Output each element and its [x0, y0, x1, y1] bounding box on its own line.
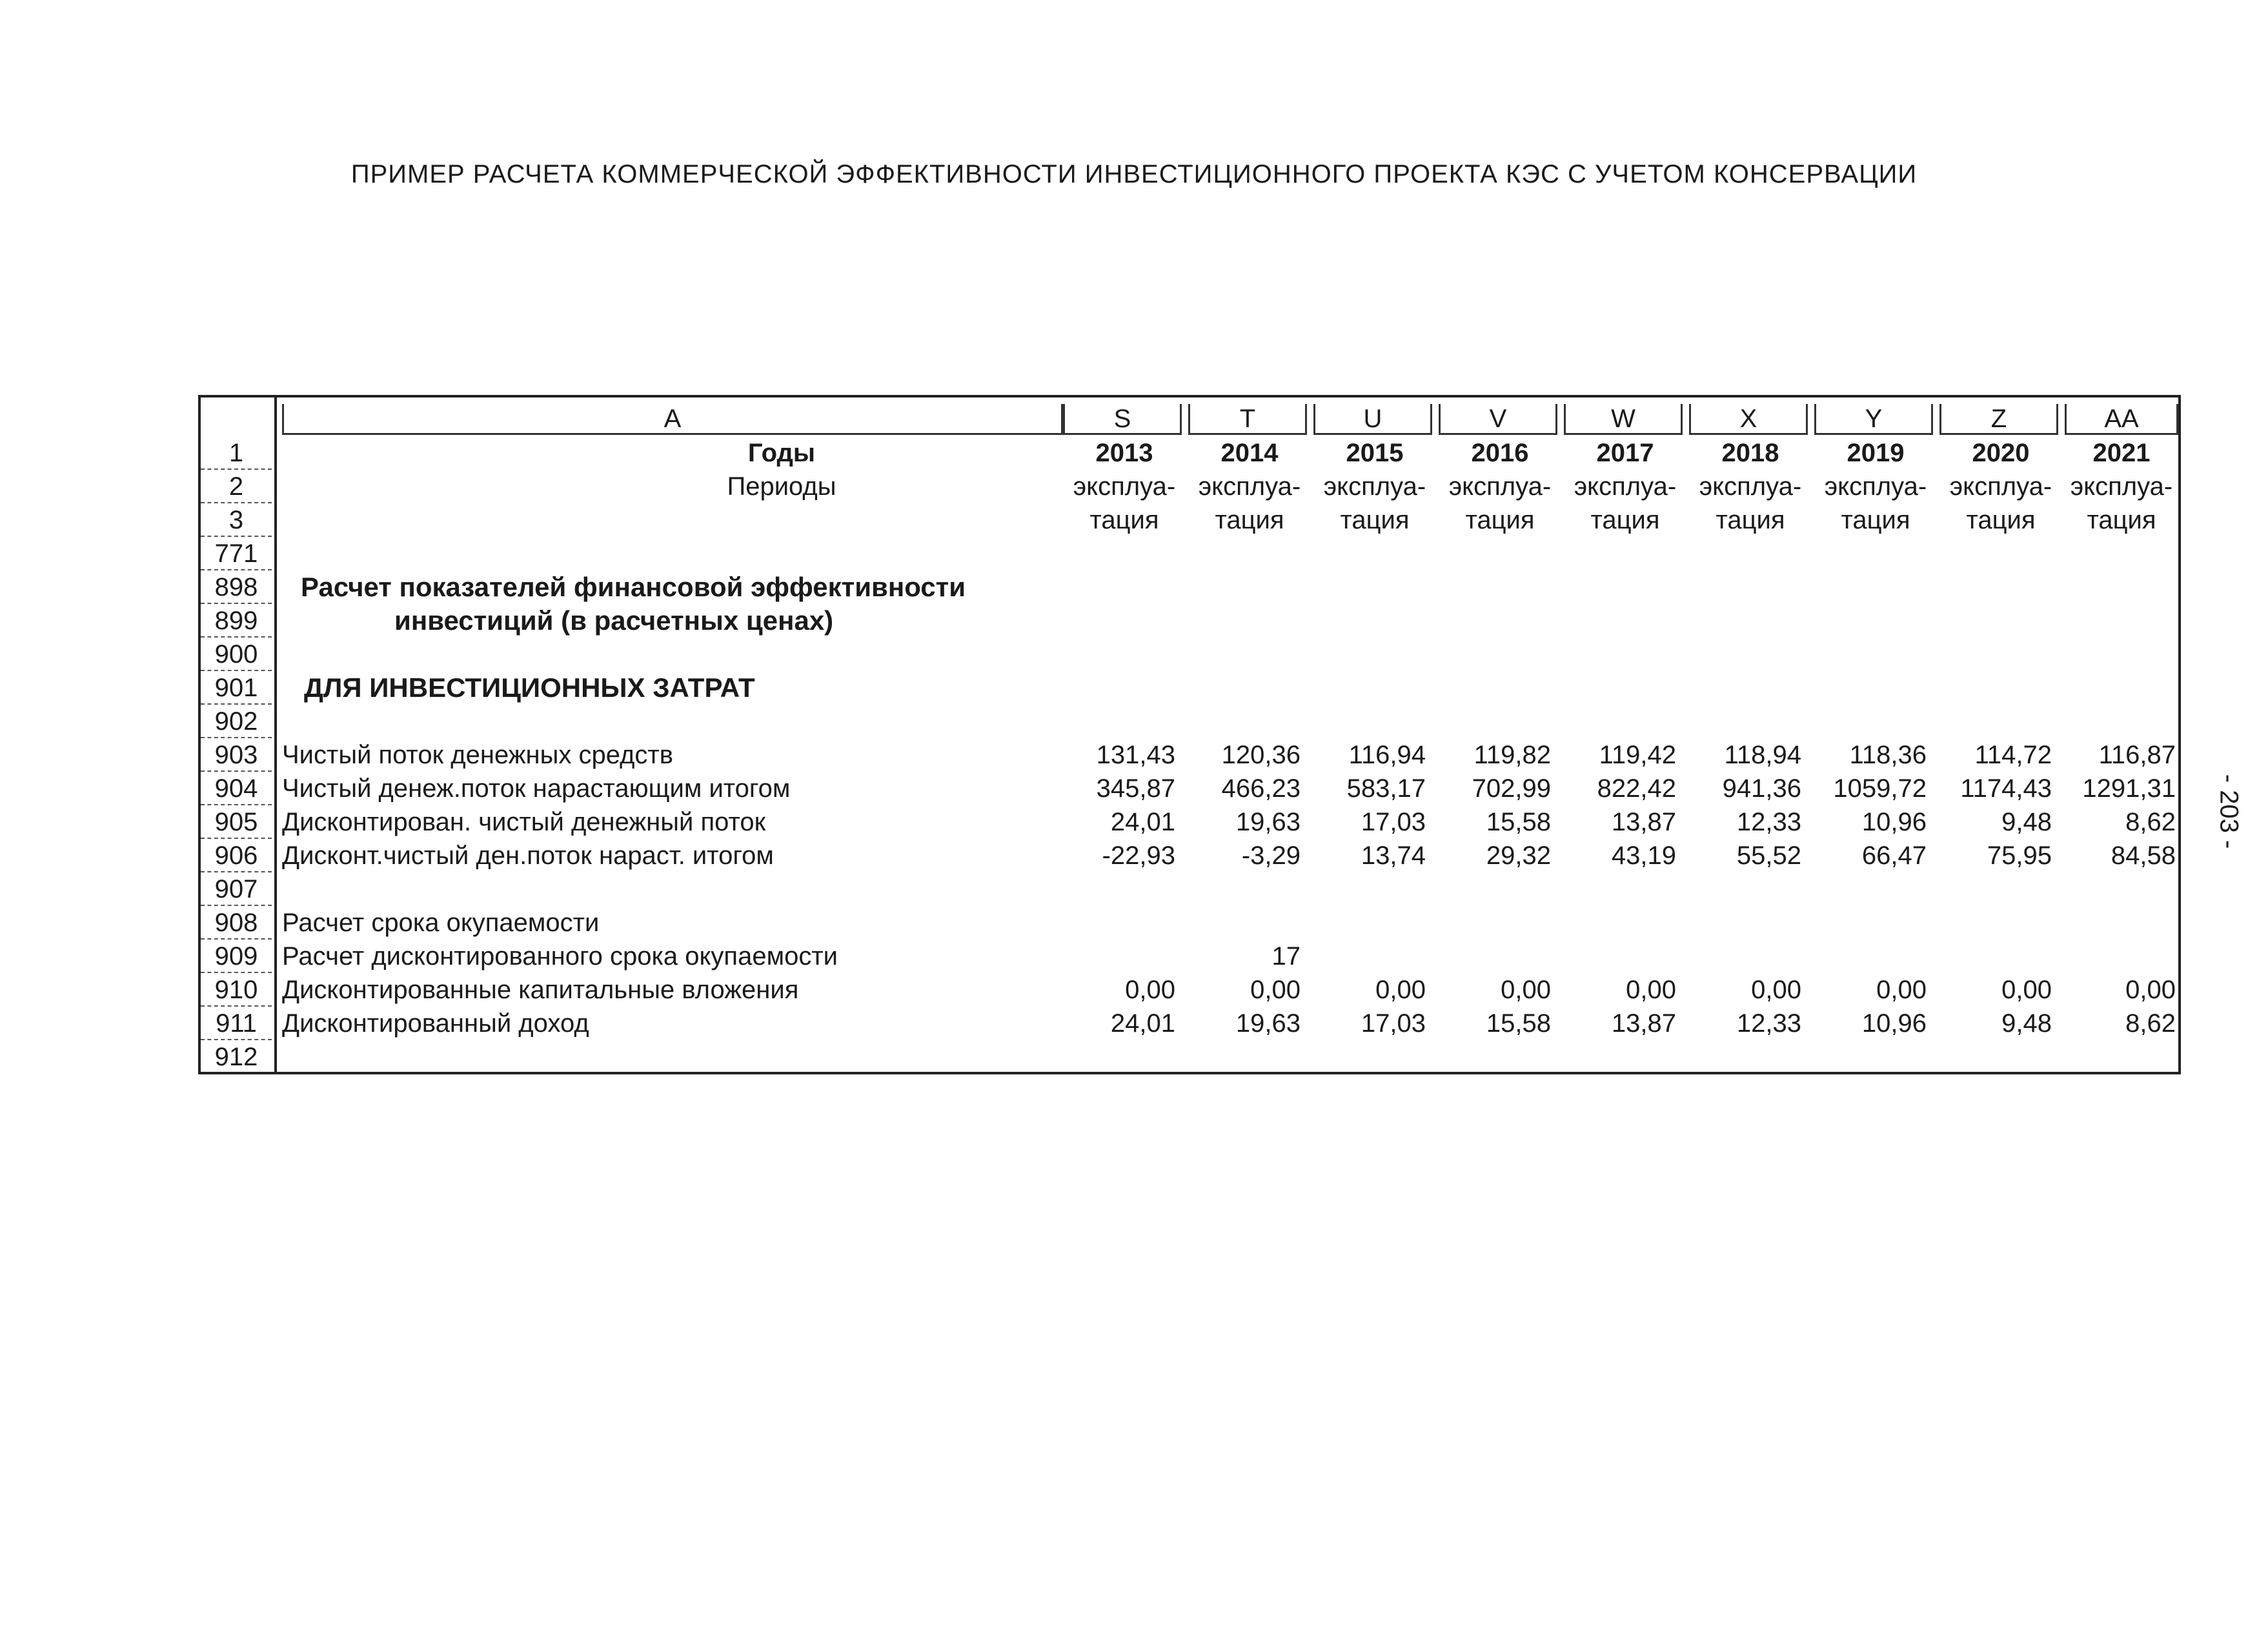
value-cell: 8,62 — [2125, 808, 2176, 836]
value-cell: 822,42 — [1597, 774, 1676, 803]
discounted-payback-label: Расчет дисконтированного срока окупаемости — [282, 942, 838, 971]
value-cell: 131,43 — [1096, 741, 1175, 769]
year-cell: 2016 — [1471, 439, 1529, 467]
value-cell: 1059,72 — [1833, 774, 1927, 803]
value-cell: 84,58 — [2111, 841, 2176, 870]
column-header: U — [1313, 404, 1432, 435]
row-number: 911 — [201, 1007, 272, 1040]
payback-label: Расчет срока окупаемости — [282, 909, 600, 937]
year-cell: 2015 — [1346, 439, 1404, 467]
value-cell: 1174,43 — [1960, 774, 2052, 803]
row-label: Чистый денеж.поток нарастающим итогом — [282, 774, 791, 803]
row-number: 912 — [214, 1043, 258, 1071]
value-cell: 114,72 — [1974, 741, 2052, 769]
value-cell: 9,48 — [2001, 808, 2052, 836]
document-title: ПРИМЕР РАСЧЕТА КОММЕРЧЕСКОЙ ЭФФЕКТИВНОСТИ ИНВЕСТИЦИОННОГО ПРОЕКТА КЭС С УЧЕТОМ КОНСЕРВАЦИИ — [350, 160, 1918, 188]
value-cell: 583,17 — [1346, 774, 1426, 803]
year-cell: 2021 — [2092, 439, 2151, 467]
value-cell: 43,19 — [1611, 841, 1676, 870]
section-title: Расчет показателей финансовой эффективности — [301, 572, 966, 602]
row-label: Дисконтированный доход — [282, 1009, 589, 1038]
value-cell: 29,32 — [1486, 841, 1551, 870]
value-cell: 19,63 — [1235, 808, 1301, 836]
row-number: 908 — [201, 906, 272, 940]
column-header: X — [1689, 404, 1808, 435]
row-number: 906 — [201, 839, 272, 872]
column-header: W — [1564, 404, 1683, 435]
row-number: 901 — [201, 671, 272, 705]
value-cell: 8,62 — [2125, 1009, 2176, 1038]
row-number: 900 — [201, 638, 272, 671]
value-cell: 9,48 — [2001, 1009, 2052, 1038]
value-cell: 19,63 — [1235, 1009, 1301, 1038]
value-cell: 75,95 — [1987, 841, 2052, 870]
value-cell: 345,87 — [1096, 774, 1175, 803]
row-label: Дисконтирован. чистый денежный поток — [282, 808, 766, 836]
period-cell: эксплуа- — [1323, 472, 1426, 501]
value-cell: 1291,31 — [2082, 774, 2176, 803]
year-cell: 2018 — [1721, 439, 1779, 467]
row-label: Дисконтированные капитальные вложения — [282, 976, 799, 1004]
value-cell: 116,94 — [1348, 741, 1426, 769]
column-header: S — [1063, 404, 1182, 435]
period-cell: эксплуа- — [1448, 472, 1552, 501]
value-cell: 12,33 — [1736, 1009, 1801, 1038]
value-cell: 15,58 — [1486, 1009, 1551, 1038]
row-number: 905 — [201, 805, 272, 839]
row-number: 898 — [201, 570, 272, 604]
value-cell: 24,01 — [1110, 1009, 1175, 1038]
value-cell: 55,52 — [1736, 841, 1801, 870]
period-cell: тация — [1590, 506, 1660, 534]
value-cell: 13,87 — [1611, 808, 1676, 836]
period-cell: тация — [1966, 506, 2036, 534]
value-cell: 0,00 — [1250, 976, 1301, 1004]
value-cell: 118,94 — [1724, 741, 1801, 769]
row-label: Чистый поток денежных средств — [282, 741, 673, 769]
year-cell: 2020 — [1972, 439, 2030, 467]
period-cell: тация — [1089, 506, 1159, 534]
period-cell: тация — [1716, 506, 1785, 534]
row-number: 1 — [201, 436, 272, 470]
value-cell: 13,87 — [1611, 1009, 1676, 1038]
row-number: 904 — [201, 772, 272, 805]
value-cell: 0,00 — [1375, 976, 1426, 1004]
value-cell: -3,29 — [1241, 841, 1301, 870]
year-cell: 2013 — [1095, 439, 1153, 467]
column-header: V — [1439, 404, 1557, 435]
value-cell: 119,42 — [1599, 741, 1676, 769]
period-cell: тация — [1841, 506, 1910, 534]
row-number: 902 — [201, 705, 272, 738]
row-number: 903 — [201, 738, 272, 772]
section-title-continued: инвестиций (в расчетных ценах) — [394, 605, 834, 636]
column-header: Y — [1814, 404, 1933, 435]
column-header-a: A — [282, 404, 1063, 435]
value-cell: 120,36 — [1221, 741, 1301, 769]
value-cell: 13,74 — [1361, 841, 1426, 870]
value-cell: -22,93 — [1102, 841, 1175, 870]
year-cell: 2019 — [1847, 439, 1905, 467]
column-header: AA — [2065, 404, 2178, 435]
year-cell: 2014 — [1220, 439, 1279, 467]
row-number: 2 — [201, 470, 272, 503]
period-cell: эксплуа- — [1949, 472, 2052, 501]
period-cell: эксплуа- — [1073, 472, 1176, 501]
period-cell: тация — [1215, 506, 1284, 534]
value-cell: 0,00 — [1626, 976, 1676, 1004]
period-cell: эксплуа- — [1824, 472, 1927, 501]
value-cell: 0,00 — [2125, 976, 2176, 1004]
row-label: Дисконт.чистый ден.поток нараст. итогом — [282, 841, 774, 870]
value-cell: 10,96 — [1861, 808, 1927, 836]
row-number: 909 — [201, 940, 272, 973]
value-cell: 0,00 — [1751, 976, 1801, 1004]
row-number: 910 — [201, 973, 272, 1007]
column-header: Z — [1939, 404, 2058, 435]
period-cell: эксплуа- — [1198, 472, 1301, 501]
spreadsheet-table — [198, 395, 2181, 1074]
page-number: - 203 - — [2214, 774, 2243, 849]
period-cell: эксплуа- — [1699, 472, 1802, 501]
value-cell: 0,00 — [1501, 976, 1551, 1004]
value-cell: 66,47 — [1861, 841, 1927, 870]
discounted-payback-value: 17 — [1271, 942, 1301, 971]
periods-label: Периоды — [727, 472, 836, 501]
row-number: 771 — [201, 537, 272, 570]
value-cell: 24,01 — [1110, 808, 1175, 836]
row-number: 3 — [201, 503, 272, 537]
value-cell: 116,87 — [2098, 741, 2176, 769]
value-cell: 941,36 — [1722, 774, 1801, 803]
value-cell: 15,58 — [1486, 808, 1551, 836]
value-cell: 466,23 — [1221, 774, 1301, 803]
value-cell: 0,00 — [1125, 976, 1175, 1004]
period-cell: тация — [1465, 506, 1535, 534]
row-number: 899 — [201, 604, 272, 638]
subsection-title: ДЛЯ ИНВЕСТИЦИОННЫХ ЗАТРАТ — [304, 672, 755, 703]
period-cell: тация — [2087, 506, 2156, 534]
year-cell: 2017 — [1596, 439, 1654, 467]
value-cell: 12,33 — [1736, 808, 1801, 836]
value-cell: 119,82 — [1473, 741, 1551, 769]
row-number: 907 — [201, 872, 272, 906]
column-header: T — [1188, 404, 1307, 435]
value-cell: 118,36 — [1849, 741, 1927, 769]
years-label: Годы — [747, 439, 816, 467]
value-cell: 10,96 — [1861, 1009, 1927, 1038]
value-cell: 0,00 — [1876, 976, 1927, 1004]
value-cell: 17,03 — [1361, 808, 1426, 836]
row-number-column — [201, 397, 277, 1072]
value-cell: 17,03 — [1361, 1009, 1426, 1038]
value-cell: 702,99 — [1472, 774, 1551, 803]
period-cell: эксплуа- — [2070, 472, 2173, 501]
value-cell: 0,00 — [2001, 976, 2052, 1004]
period-cell: эксплуа- — [1574, 472, 1677, 501]
period-cell: тация — [1340, 506, 1410, 534]
